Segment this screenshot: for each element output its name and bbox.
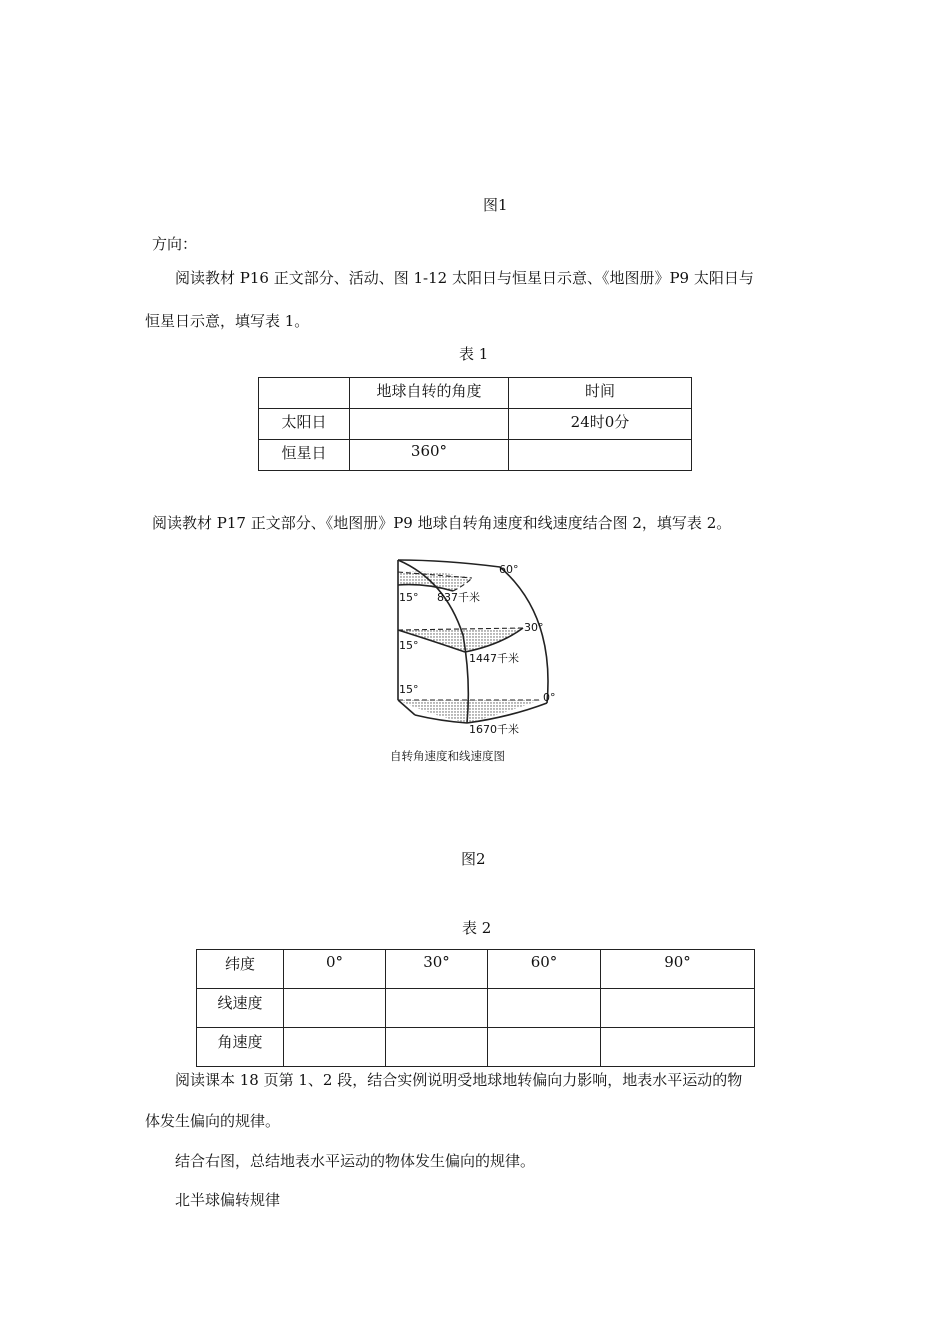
speed-0-label: 1670千米 — [469, 723, 519, 736]
paragraph-4: 结合右图，总结地表水平运动的物体发生偏向的规律。 — [175, 1152, 536, 1170]
speed-30-label: 1447千米 — [469, 652, 519, 665]
table-cell — [509, 440, 692, 471]
table-cell: 60° — [488, 950, 601, 989]
angle-label: 15° — [399, 591, 419, 604]
paragraph-3-line-1: 阅读课本 18 页第 1、2 段，结合实例说明受地球地转偏向力影响，地表水平运动的物 — [175, 1071, 743, 1089]
table-cell: 纬度 — [197, 950, 284, 989]
table-cell — [350, 409, 509, 440]
angle-label: 15° — [399, 639, 419, 652]
table-row — [259, 440, 692, 471]
table-1 — [258, 377, 692, 471]
paragraph-3-line-2: 体发生偏向的规律。 — [145, 1112, 281, 1130]
speed-60-label: 837千米 — [437, 591, 480, 604]
table-cell — [386, 1028, 488, 1067]
table-cell — [488, 1028, 601, 1067]
figure-2-caption: 图2 — [461, 850, 486, 868]
paragraph-2: 阅读教材 P17 正文部分、《地图册》P9 地球自转角速度和线速度结合图 2，填写表 2。 — [152, 514, 732, 532]
table-cell: 24时0分 — [509, 409, 692, 440]
rotation-speed-diagram — [385, 555, 560, 770]
table-cell: 角速度 — [197, 1028, 284, 1067]
table-cell: 30° — [386, 950, 488, 989]
table-cell: 90° — [601, 950, 755, 989]
table-cell — [601, 1028, 755, 1067]
figure-1-caption: 图1 — [483, 196, 508, 214]
table-2-caption: 表 2 — [462, 919, 492, 937]
table-row — [197, 989, 755, 1028]
direction-label: 方向： — [152, 235, 198, 253]
table-row — [197, 1028, 755, 1067]
table-cell — [601, 989, 755, 1028]
table-cell: 0° — [284, 950, 386, 989]
table-cell — [284, 989, 386, 1028]
paragraph-5: 北半球偏转规律 — [175, 1191, 281, 1209]
table-cell: 360° — [350, 440, 509, 471]
paragraph-1-line-2: 恒星日示意，填写表 1。 — [145, 312, 310, 330]
latitude-60-label: 60° — [499, 563, 519, 576]
table-cell — [259, 378, 350, 409]
table-row — [197, 950, 755, 989]
diagram-title: 自转角速度和线速度图 — [390, 749, 505, 763]
table-cell: 太阳日 — [259, 409, 350, 440]
latitude-30-label: 30° — [524, 621, 544, 634]
table-cell — [284, 1028, 386, 1067]
angle-label: 15° — [399, 683, 419, 696]
table-cell: 地球自转的角度 — [350, 378, 509, 409]
table-cell — [386, 989, 488, 1028]
table-cell: 恒星日 — [259, 440, 350, 471]
table-cell — [488, 989, 601, 1028]
table-1-caption: 表 1 — [459, 345, 489, 363]
table-row — [259, 409, 692, 440]
table-cell: 线速度 — [197, 989, 284, 1028]
table-cell: 时间 — [509, 378, 692, 409]
table-2 — [196, 949, 755, 1067]
latitude-0-label: 0° — [543, 691, 556, 704]
table-row — [259, 378, 692, 409]
paragraph-1-line-1: 阅读教材 P16 正文部分、活动、图 1-12 太阳日与恒星日示意、《地图册》P9 太阳日与 — [175, 269, 754, 287]
